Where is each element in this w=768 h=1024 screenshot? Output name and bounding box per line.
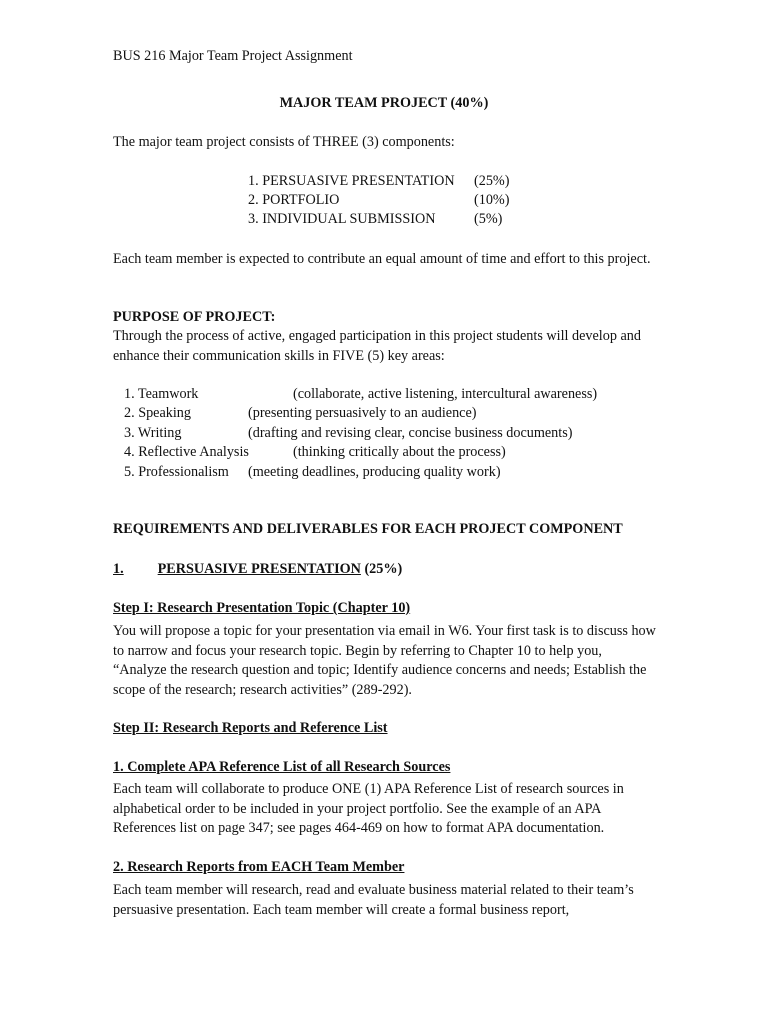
- component-percent: (25%): [474, 173, 510, 189]
- skill-area-description: (drafting and revising clear, concise business documents): [248, 425, 573, 441]
- component-item: [248, 210, 568, 230]
- skill-area-item: [124, 424, 684, 444]
- purpose-heading: PURPOSE OF PROJECT:: [113, 309, 276, 325]
- skill-area-description: (thinking critically about the process): [293, 444, 506, 460]
- skill-area-item: [124, 385, 684, 405]
- skill-area-label: 5. Professionalism: [124, 464, 229, 480]
- page-title: MAJOR TEAM PROJECT (40%): [279, 95, 489, 111]
- skill-area-label: 4. Reflective Analysis: [124, 444, 249, 460]
- component-item: [248, 172, 568, 192]
- purpose-paragraph: Through the process of active, engaged participation in this project students will develop and enhance their communication skills in FIVE (5) key areas:: [113, 328, 641, 364]
- sub2-heading: 2. Research Reports from EACH Team Member: [113, 859, 405, 875]
- section-title: PERSUASIVE PRESENTATION: [157, 561, 361, 577]
- component-percent: (5%): [474, 211, 503, 227]
- section-heading: [113, 560, 402, 580]
- sub1-paragraph: Each team will collaborate to produce ONE (1) APA Reference List of research sources in alphabetical order to be included in your project portfolio. See the example of an APA References list on page 347; see pages 464-469 on how to format APA documentation.: [113, 781, 624, 836]
- skill-area-label: 2. Speaking: [124, 405, 191, 421]
- section-percent: (25%): [364, 561, 403, 577]
- component-label: 2. PORTFOLIO: [248, 192, 340, 208]
- component-percent: (10%): [474, 192, 510, 208]
- component-label: 1. PERSUASIVE PRESENTATION: [248, 173, 455, 189]
- intro-paragraph: The major team project consists of THREE (3) components:: [113, 134, 455, 150]
- skill-area-label: 3. Writing: [124, 425, 182, 441]
- expectation-paragraph: Each team member is expected to contribute an equal amount of time and effort to this project.: [113, 251, 651, 267]
- requirements-heading: REQUIREMENTS AND DELIVERABLES FOR EACH PROJECT COMPONENT: [113, 521, 623, 537]
- skill-area-label: 1. Teamwork: [124, 386, 199, 402]
- step1-paragraph: You will propose a topic for your presentation via email in W6. Your first task is to discuss how to narrow and focus your research topic. Begin by referring to Chapter 10 to help you, “Analyze the research question and topic; Identify audience concerns and needs; Establish the scope of the research; research activities” (289-292).: [113, 623, 656, 698]
- sub2-paragraph: Each team member will research, read and evaluate business material related to their team’s persuasive presentation. Each team member will create a formal business report,: [113, 882, 634, 918]
- document-header: BUS 216 Major Team Project Assignment: [113, 48, 353, 64]
- component-item: [248, 191, 568, 211]
- skill-area-description: (presenting persuasively to an audience): [248, 405, 477, 421]
- skill-area-description: (meeting deadlines, producing quality work): [248, 464, 501, 480]
- skill-area-item: [124, 463, 684, 483]
- sub1-heading: 1. Complete APA Reference List of all Research Sources: [113, 759, 451, 775]
- skill-area-item: [124, 443, 684, 463]
- step1-heading: Step I: Research Presentation Topic (Chapter 10): [113, 600, 411, 616]
- skill-area-item: [124, 404, 684, 424]
- component-label: 3. INDIVIDUAL SUBMISSION: [248, 211, 436, 227]
- step2-heading: Step II: Research Reports and Reference List: [113, 720, 388, 736]
- section-number: 1.: [113, 561, 124, 577]
- skill-area-description: (collaborate, active listening, intercultural awareness): [293, 386, 598, 402]
